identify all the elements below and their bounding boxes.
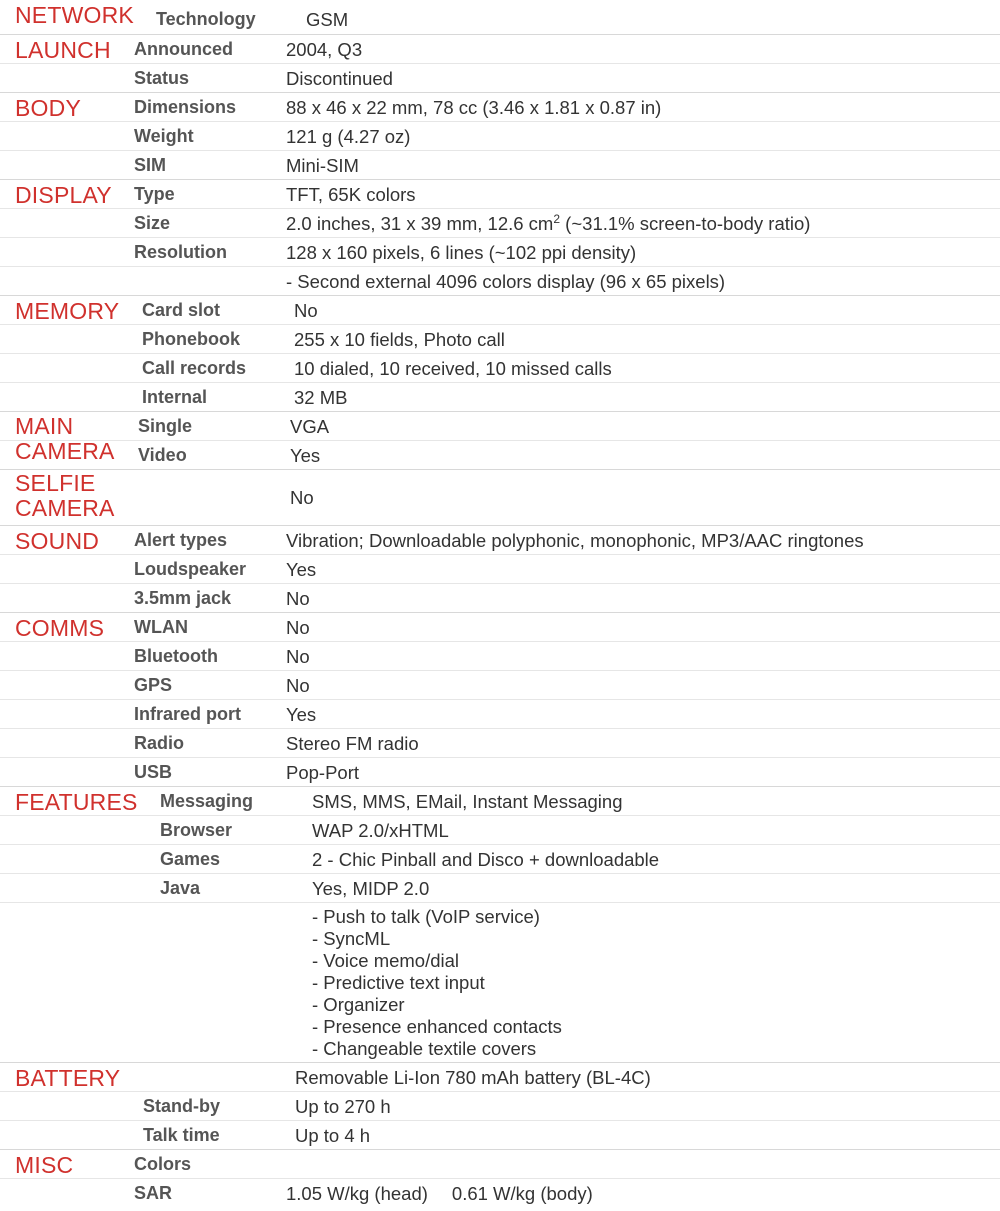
spec-row [0,64,1000,93]
spec-value: 2 - Chic Pinball and Disco + downloadable [312,849,660,870]
list-item: - Predictive text input [312,972,485,993]
spec-label: Games [160,849,221,869]
spec-row [0,1121,1000,1150]
section-main-camera [0,412,1000,470]
spec-label: Alert types [134,530,228,550]
spec-value: Vibration; Downloadable polyphonic, monophonic, MP3/AAC ringtones [286,530,864,551]
size-value-sup: 2 [553,212,561,226]
section-title-line: CAMERA [15,438,115,464]
spec-row [0,729,1000,758]
section-title: LAUNCH [15,37,111,63]
spec-value: 88 x 46 x 22 mm, 78 cc (3.46 x 1.81 x 0.87 in) [286,97,662,118]
spec-value: Yes [286,704,317,725]
spec-label: Status [134,68,190,88]
list-item: - Organizer [312,994,405,1015]
list-item: - Changeable textile covers [312,1038,537,1059]
spec-row [0,412,1000,441]
spec-row [0,483,1000,512]
spec-label: Phonebook [142,329,240,349]
spec-value: VGA [290,416,330,437]
section-title: COMMS [15,615,105,641]
section-title: NETWORK [15,2,134,28]
spec-label: GPS [134,675,173,695]
list-item: - Push to talk (VoIP service) [312,906,540,927]
section-title: SOUND [15,528,100,554]
spec-label: Browser [160,820,233,840]
spec-value: No [286,588,310,609]
spec-label: Infrared port [134,704,242,724]
spec-label: Technology [156,9,256,29]
spec-value: Yes, MIDP 2.0 [312,878,430,899]
spec-row [0,209,1000,238]
spec-label: Announced [134,39,233,59]
spec-value: TFT, 65K colors [286,184,416,205]
spec-value: Yes [290,445,321,466]
spec-value [286,209,810,238]
section-misc [0,1150,1000,1211]
section-comms [0,613,1000,787]
spec-row [0,438,1000,470]
spec-row [0,1179,1000,1208]
spec-row [0,296,1000,325]
spec-row [0,354,1000,383]
spec-label: Card slot [142,300,221,320]
spec-row [0,1150,1000,1179]
spec-value: Yes [286,559,317,580]
spec-value: SMS, MMS, EMail, Instant Messaging [312,791,623,812]
spec-row [0,1092,1000,1121]
spec-row [0,874,1000,903]
features-extra-list [312,906,562,1060]
section-title: MEMORY [15,298,120,324]
spec-label: Radio [134,733,185,753]
section-title: BATTERY [15,1065,121,1091]
section-memory [0,296,1000,412]
spec-label: Dimensions [134,97,237,117]
spec-value: Discontinued [286,68,393,89]
spec-label: Size [134,213,171,233]
section-battery [0,1063,1000,1150]
section-title: DISPLAY [15,182,112,208]
sar-head-value: 1.05 W/kg (head) [286,1183,428,1204]
spec-row [0,180,1000,209]
section-selfie-camera [0,470,1000,526]
spec-label: Internal [142,387,208,407]
section-title-line: SELFIE [15,470,96,496]
spec-row [0,238,1000,267]
spec-row [0,122,1000,151]
spec-row [0,816,1000,845]
spec-value: Removable Li-Ion 780 mAh battery (BL-4C) [295,1067,651,1088]
spec-label: Talk time [143,1125,220,1145]
spec-label: Java [160,878,201,898]
spec-label: WLAN [134,617,188,637]
spec-row [0,758,1000,787]
spec-value: 128 x 160 pixels, 6 lines (~102 ppi density) [286,242,637,263]
spec-label: Bluetooth [134,646,218,666]
section-display [0,180,1000,296]
spec-label: Single [138,416,193,436]
spec-value: 32 MB [294,387,348,408]
list-item: - Presence enhanced contacts [312,1016,562,1037]
spec-label: Resolution [134,242,227,262]
spec-row [0,555,1000,584]
spec-value: No [286,675,310,696]
section-body [0,93,1000,180]
spec-label: Messaging [160,791,254,811]
spec-label: Loudspeaker [134,559,247,579]
spec-row [0,93,1000,122]
section-sound [0,526,1000,613]
section-title-line: MAIN [15,413,74,439]
size-value-main: 2.0 inches, 31 x 39 mm, 12.6 cm [286,213,554,234]
spec-row [0,700,1000,729]
spec-label: Stand-by [143,1096,221,1116]
spec-row [0,526,1000,555]
spec-label: Type [134,184,175,204]
spec-value: No [286,646,310,667]
spec-row [0,383,1000,412]
spec-label: SAR [134,1183,173,1203]
spec-value [286,1179,593,1208]
spec-row [0,613,1000,642]
spec-row [0,845,1000,874]
spec-row [0,584,1000,613]
sar-body-value: 0.61 W/kg (body) [451,1183,593,1204]
section-launch [0,35,1000,93]
section-title: MISC [15,1152,74,1178]
spec-value: 255 x 10 fields, Photo call [294,329,505,350]
spec-value: WAP 2.0/xHTML [312,820,449,841]
spec-row [0,1063,1000,1092]
spec-value: Stereo FM radio [286,733,419,754]
spec-value: - Second external 4096 colors display (96 x 65 pixels) [286,271,726,292]
spec-label: 3.5mm jack [134,588,232,608]
section-title: FEATURES [15,789,138,815]
size-value-rest: (~31.1% screen-to-body ratio) [560,213,811,234]
spec-row [0,2,1000,34]
list-item: - SyncML [312,928,391,949]
spec-value: Mini-SIM [286,155,359,176]
spec-value: 121 g (4.27 oz) [286,126,411,147]
section-features [0,787,1000,1063]
section-network [0,0,1000,35]
spec-label: USB [134,762,173,782]
spec-row [0,325,1000,354]
spec-row [0,787,1000,816]
section-title: BODY [15,95,81,121]
spec-value: No [286,617,310,638]
spec-value: GSM [306,9,349,30]
spec-value: Up to 4 h [295,1125,371,1146]
section-title-line: CAMERA [15,495,115,521]
spec-value: 2004, Q3 [286,39,363,60]
spec-row [0,151,1000,180]
spec-row [0,642,1000,671]
spec-label: Call records [142,358,247,378]
spec-value: 10 dialed, 10 received, 10 missed calls [294,358,612,379]
spec-row [0,671,1000,700]
spec-label: Weight [134,126,194,146]
spec-row [0,35,1000,64]
spec-label: Colors [134,1154,192,1174]
spec-value: Up to 270 h [295,1096,391,1117]
spec-value: No [294,300,318,321]
spec-label: Video [138,445,187,465]
list-item: - Voice memo/dial [312,950,460,971]
spec-value: No [290,487,314,508]
spec-value: Pop-Port [286,762,360,783]
spec-row [0,267,1000,296]
spec-label: SIM [134,155,167,175]
